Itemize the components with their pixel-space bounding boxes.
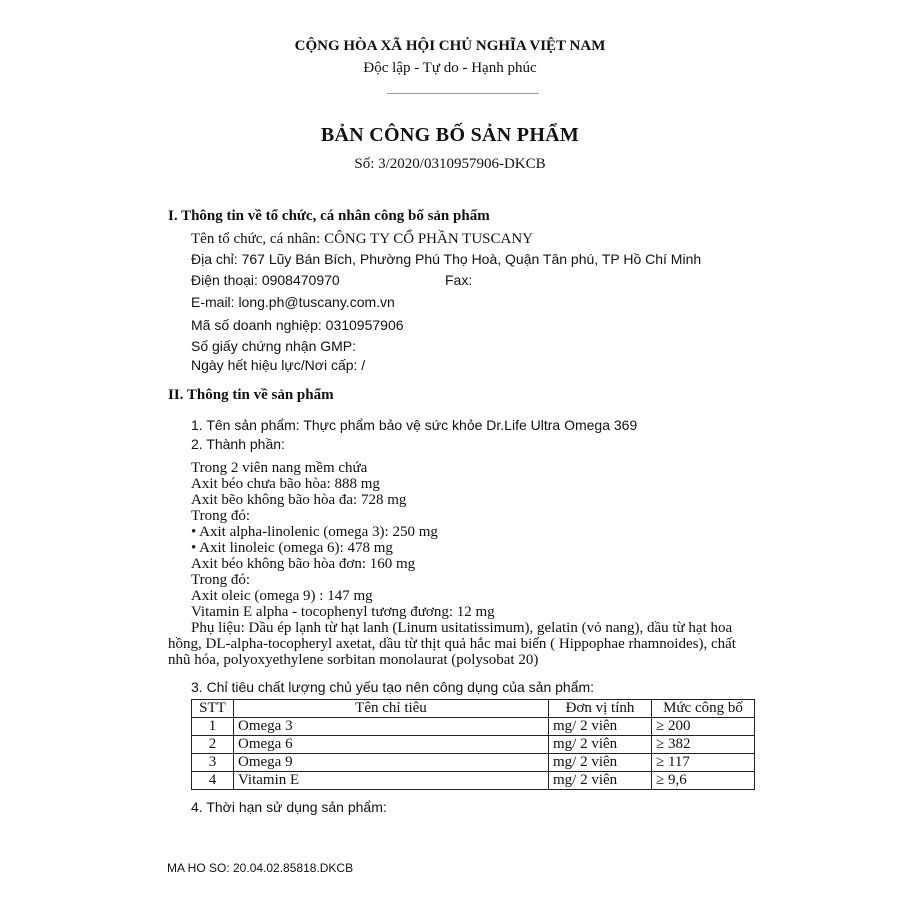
business-code: Mã số doanh nghiệp: 0310957906: [191, 317, 404, 333]
table-cell: mg/ 2 viên: [549, 718, 652, 736]
section-2-heading: II. Thông tin về sản phẩm: [168, 387, 334, 403]
table-cell: Omega 3: [234, 718, 549, 736]
table-cell: ≥ 382: [652, 736, 755, 754]
document-title: BẢN CÔNG BỐ SẢN PHẨM: [320, 124, 580, 146]
quality-table: [191, 699, 755, 790]
shelf-life-heading: 4. Thời hạn sử dụng sản phẩm:: [191, 799, 387, 815]
document-number: Số: 3/2020/0310957906-DKCB: [354, 156, 546, 172]
excipients-line: hồng, DL-alpha-tocopheryl axetat, dầu từ thịt quả hắc mai biển ( Hippophae rhamnoides), chất: [168, 636, 736, 652]
table-row: [192, 736, 755, 754]
table-cell: ≥ 200: [652, 718, 755, 736]
column-header: Tên chỉ tiêu: [234, 700, 549, 718]
org-name: Tên tổ chức, cá nhân: CÔNG TY CỔ PHẦN TUSCANY: [191, 231, 533, 247]
table-cell: mg/ 2 viên: [549, 754, 652, 772]
table-cell: Omega 9: [234, 754, 549, 772]
gmp-certificate: Số giấy chứng nhận GMP:: [191, 338, 357, 354]
nation-header: CỘNG HÒA XÃ HỘI CHỦ NGHĨA VIỆT NAM: [294, 38, 606, 54]
expiry-issuer: Ngày hết hiệu lực/Nơi cấp: /: [191, 357, 366, 373]
ingredient-line: Trong đó:: [191, 572, 251, 588]
table-row: [192, 718, 755, 736]
table-cell: ≥ 117: [652, 754, 755, 772]
ingredient-line: Axit béo không bão hòa đơn: 160 mg: [191, 556, 416, 572]
table-cell: ≥ 9,6: [652, 772, 755, 790]
ingredient-line: Axit oleic (omega 9) : 147 mg: [191, 588, 373, 604]
ingredients-heading: 2. Thành phần:: [191, 436, 285, 452]
table-cell: mg/ 2 viên: [549, 736, 652, 754]
column-header: STT: [192, 700, 234, 718]
table-row: [192, 772, 755, 790]
ingredient-line: Trong 2 viên nang mềm chứa: [191, 460, 368, 476]
table-cell: Omega 6: [234, 736, 549, 754]
table-cell: 1: [192, 718, 234, 736]
excipients-line: Phụ liệu: Dầu ép lạnh từ hạt lanh (Linum usitatissimum), gelatin (vỏ nang), dầu từ hạt hoa: [191, 620, 733, 636]
table-cell: 2: [192, 736, 234, 754]
header-divider: [387, 93, 539, 94]
org-phone: Điện thoại: 0908470970: [191, 272, 340, 288]
record-code: MA HO SO: 20.04.02.85818.DKCB: [167, 861, 354, 875]
table-cell: 4: [192, 772, 234, 790]
ingredient-line: Vitamin E alpha - tocophenyl tương đương: 12 mg: [191, 604, 495, 620]
table-cell: 3: [192, 754, 234, 772]
ingredient-line: Axit bẽo không bão hòa đa: 728 mg: [191, 492, 407, 508]
column-header: Mức công bố: [652, 700, 755, 718]
ingredient-line: • Axit alpha-linolenic (omega 3): 250 mg: [191, 524, 438, 540]
product-name: 1. Tên sản phẩm: Thực phẩm bảo vệ sức khỏe Dr.Life Ultra Omega 369: [191, 417, 638, 433]
column-header: Đơn vị tính: [549, 700, 652, 718]
national-motto: Độc lập - Tự do - Hạnh phúc: [363, 60, 537, 76]
ingredient-line: • Axit linoleic (omega 6): 478 mg: [191, 540, 393, 556]
org-fax: Fax:: [445, 272, 473, 288]
quality-heading: 3. Chỉ tiêu chất lượng chủ yếu tạo nên công dụng của sản phẩm:: [191, 679, 595, 695]
ingredient-line: Axit béo chưa bão hòa: 888 mg: [191, 476, 380, 492]
org-email: E-mail: long.ph@tuscany.com.vn: [191, 294, 395, 310]
section-1-heading: I. Thông tin về tổ chức, cá nhân công bố sản phẩm: [168, 208, 490, 224]
ingredient-line: Trong đó:: [191, 508, 251, 524]
table-cell: Vitamin E: [234, 772, 549, 790]
excipients-line: nhũ hóa, polyoxyethylene sorbitan monolaurat (polysobat 20): [168, 652, 539, 668]
table-header-row: [192, 700, 755, 718]
org-address: Địa chỉ: 767 Lũy Bán Bích, Phường Phú Thọ Hoà, Quận Tân phú, TP Hồ Chí Minh: [191, 251, 702, 267]
table-cell: mg/ 2 viên: [549, 772, 652, 790]
table-row: [192, 754, 755, 772]
